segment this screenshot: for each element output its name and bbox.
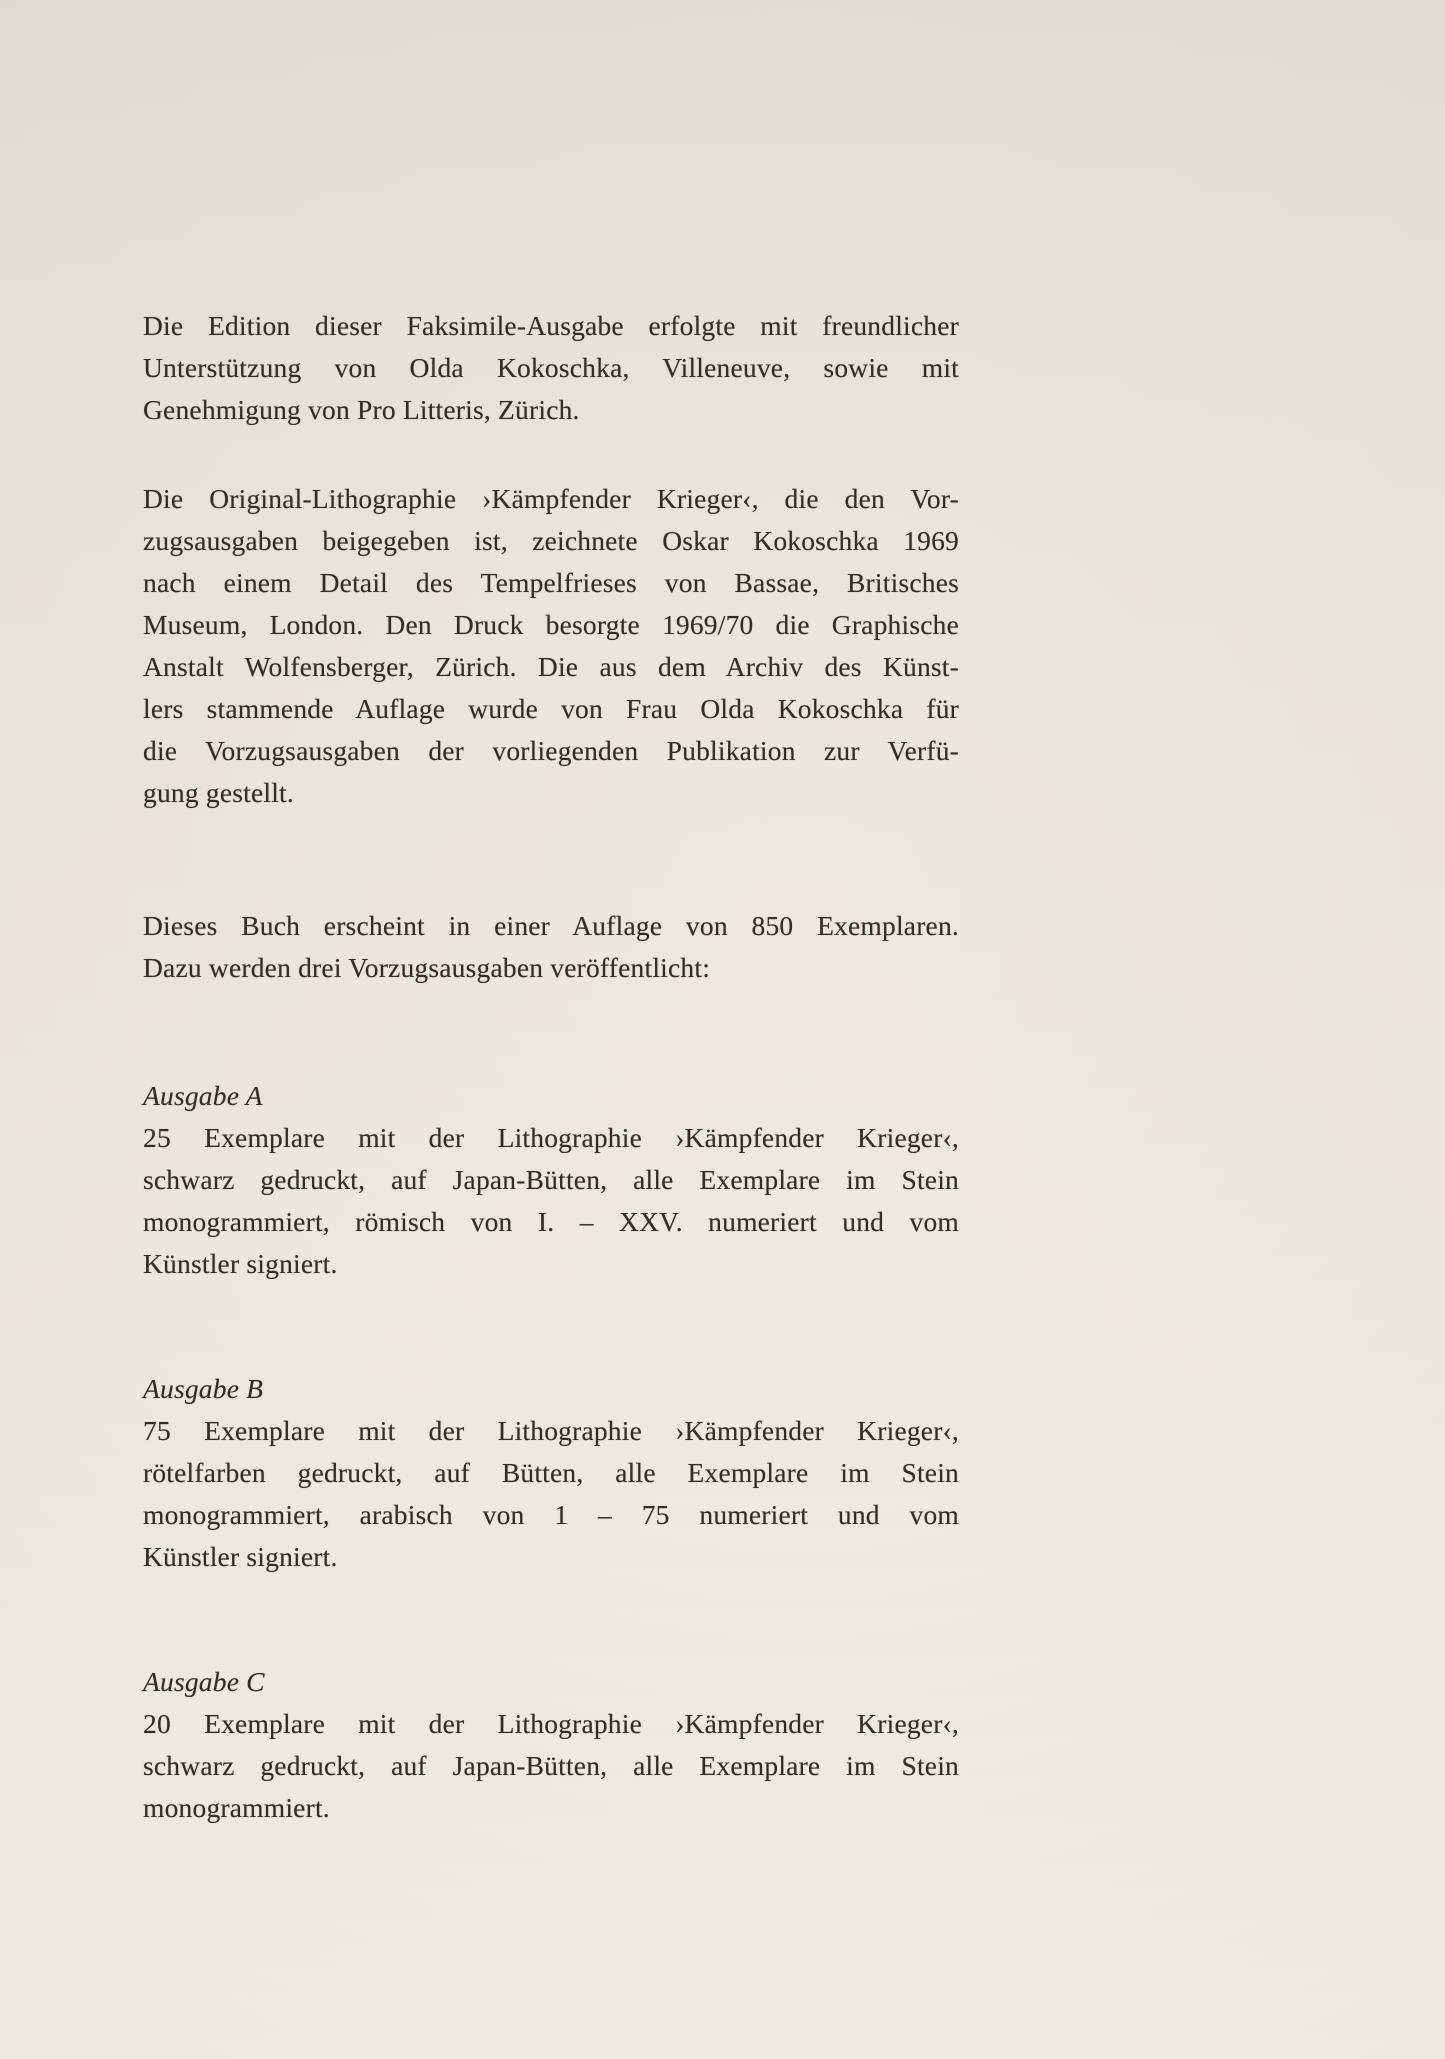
edition-c-section	[143, 1661, 959, 1829]
text-line: Genehmigung von Pro Litteris, Zürich.	[143, 394, 580, 425]
text-line: monogrammiert, arabisch von 1 – 75 numeriert und vom	[143, 1499, 959, 1530]
text-line: 75 Exemplare mit der Lithographie ›Kämpfender Krieger‹,	[143, 1415, 959, 1446]
edition-c-heading: Ausgabe C	[143, 1666, 265, 1697]
text-line: Künstler signiert.	[143, 1541, 338, 1572]
text-line: Die Edition dieser Faksimile-Ausgabe erfolgte mit freundlicher	[143, 310, 959, 341]
text-line: monogrammiert, römisch von I. – XXV. numeriert und vom	[143, 1206, 959, 1237]
colophon-text-block	[143, 305, 959, 1829]
text-line: 25 Exemplare mit der Lithographie ›Kämpfender Krieger‹,	[143, 1122, 959, 1153]
text-line: Museum, London. Den Druck besorgte 1969/70 die Graphische	[143, 609, 959, 640]
text-line: gung gestellt.	[143, 777, 294, 808]
text-line: Anstalt Wolfensberger, Zürich. Die aus dem Archiv des Künst-	[143, 651, 959, 682]
edition-a-heading: Ausgabe A	[143, 1080, 263, 1111]
paragraph-lithograph-info	[143, 478, 959, 814]
text-line: nach einem Detail des Tempelfrieses von Bassae, Britisches	[143, 567, 959, 598]
edition-b-section	[143, 1368, 959, 1578]
text-line: monogrammiert.	[143, 1792, 330, 1823]
text-line: die Vorzugsausgaben der vorliegenden Publikation zur Verfü-	[143, 735, 959, 766]
text-line: 20 Exemplare mit der Lithographie ›Kämpfender Krieger‹,	[143, 1708, 959, 1739]
text-line: Unterstützung von Olda Kokoschka, Villeneuve, sowie mit	[143, 352, 959, 383]
edition-b-heading: Ausgabe B	[143, 1373, 264, 1404]
paragraph-edition-support	[143, 305, 959, 431]
text-line: rötelfarben gedruckt, auf Bütten, alle Exemplare im Stein	[143, 1457, 959, 1488]
edition-a-section	[143, 1075, 959, 1285]
text-line: schwarz gedruckt, auf Japan-Bütten, alle Exemplare im Stein	[143, 1750, 959, 1781]
paragraph-print-run	[143, 905, 959, 989]
text-line: zugsausgaben beigegeben ist, zeichnete Oskar Kokoschka 1969	[143, 525, 959, 556]
text-line: Dieses Buch erscheint in einer Auflage von 850 Exemplaren.	[143, 910, 959, 941]
text-line: schwarz gedruckt, auf Japan-Bütten, alle Exemplare im Stein	[143, 1164, 959, 1195]
text-line: Die Original-Lithographie ›Kämpfender Krieger‹, die den Vor-	[143, 483, 959, 514]
text-line: lers stammende Auflage wurde von Frau Olda Kokoschka für	[143, 693, 959, 724]
text-line: Künstler signiert.	[143, 1248, 338, 1279]
text-line: Dazu werden drei Vorzugsausgaben veröffentlicht:	[143, 952, 711, 983]
